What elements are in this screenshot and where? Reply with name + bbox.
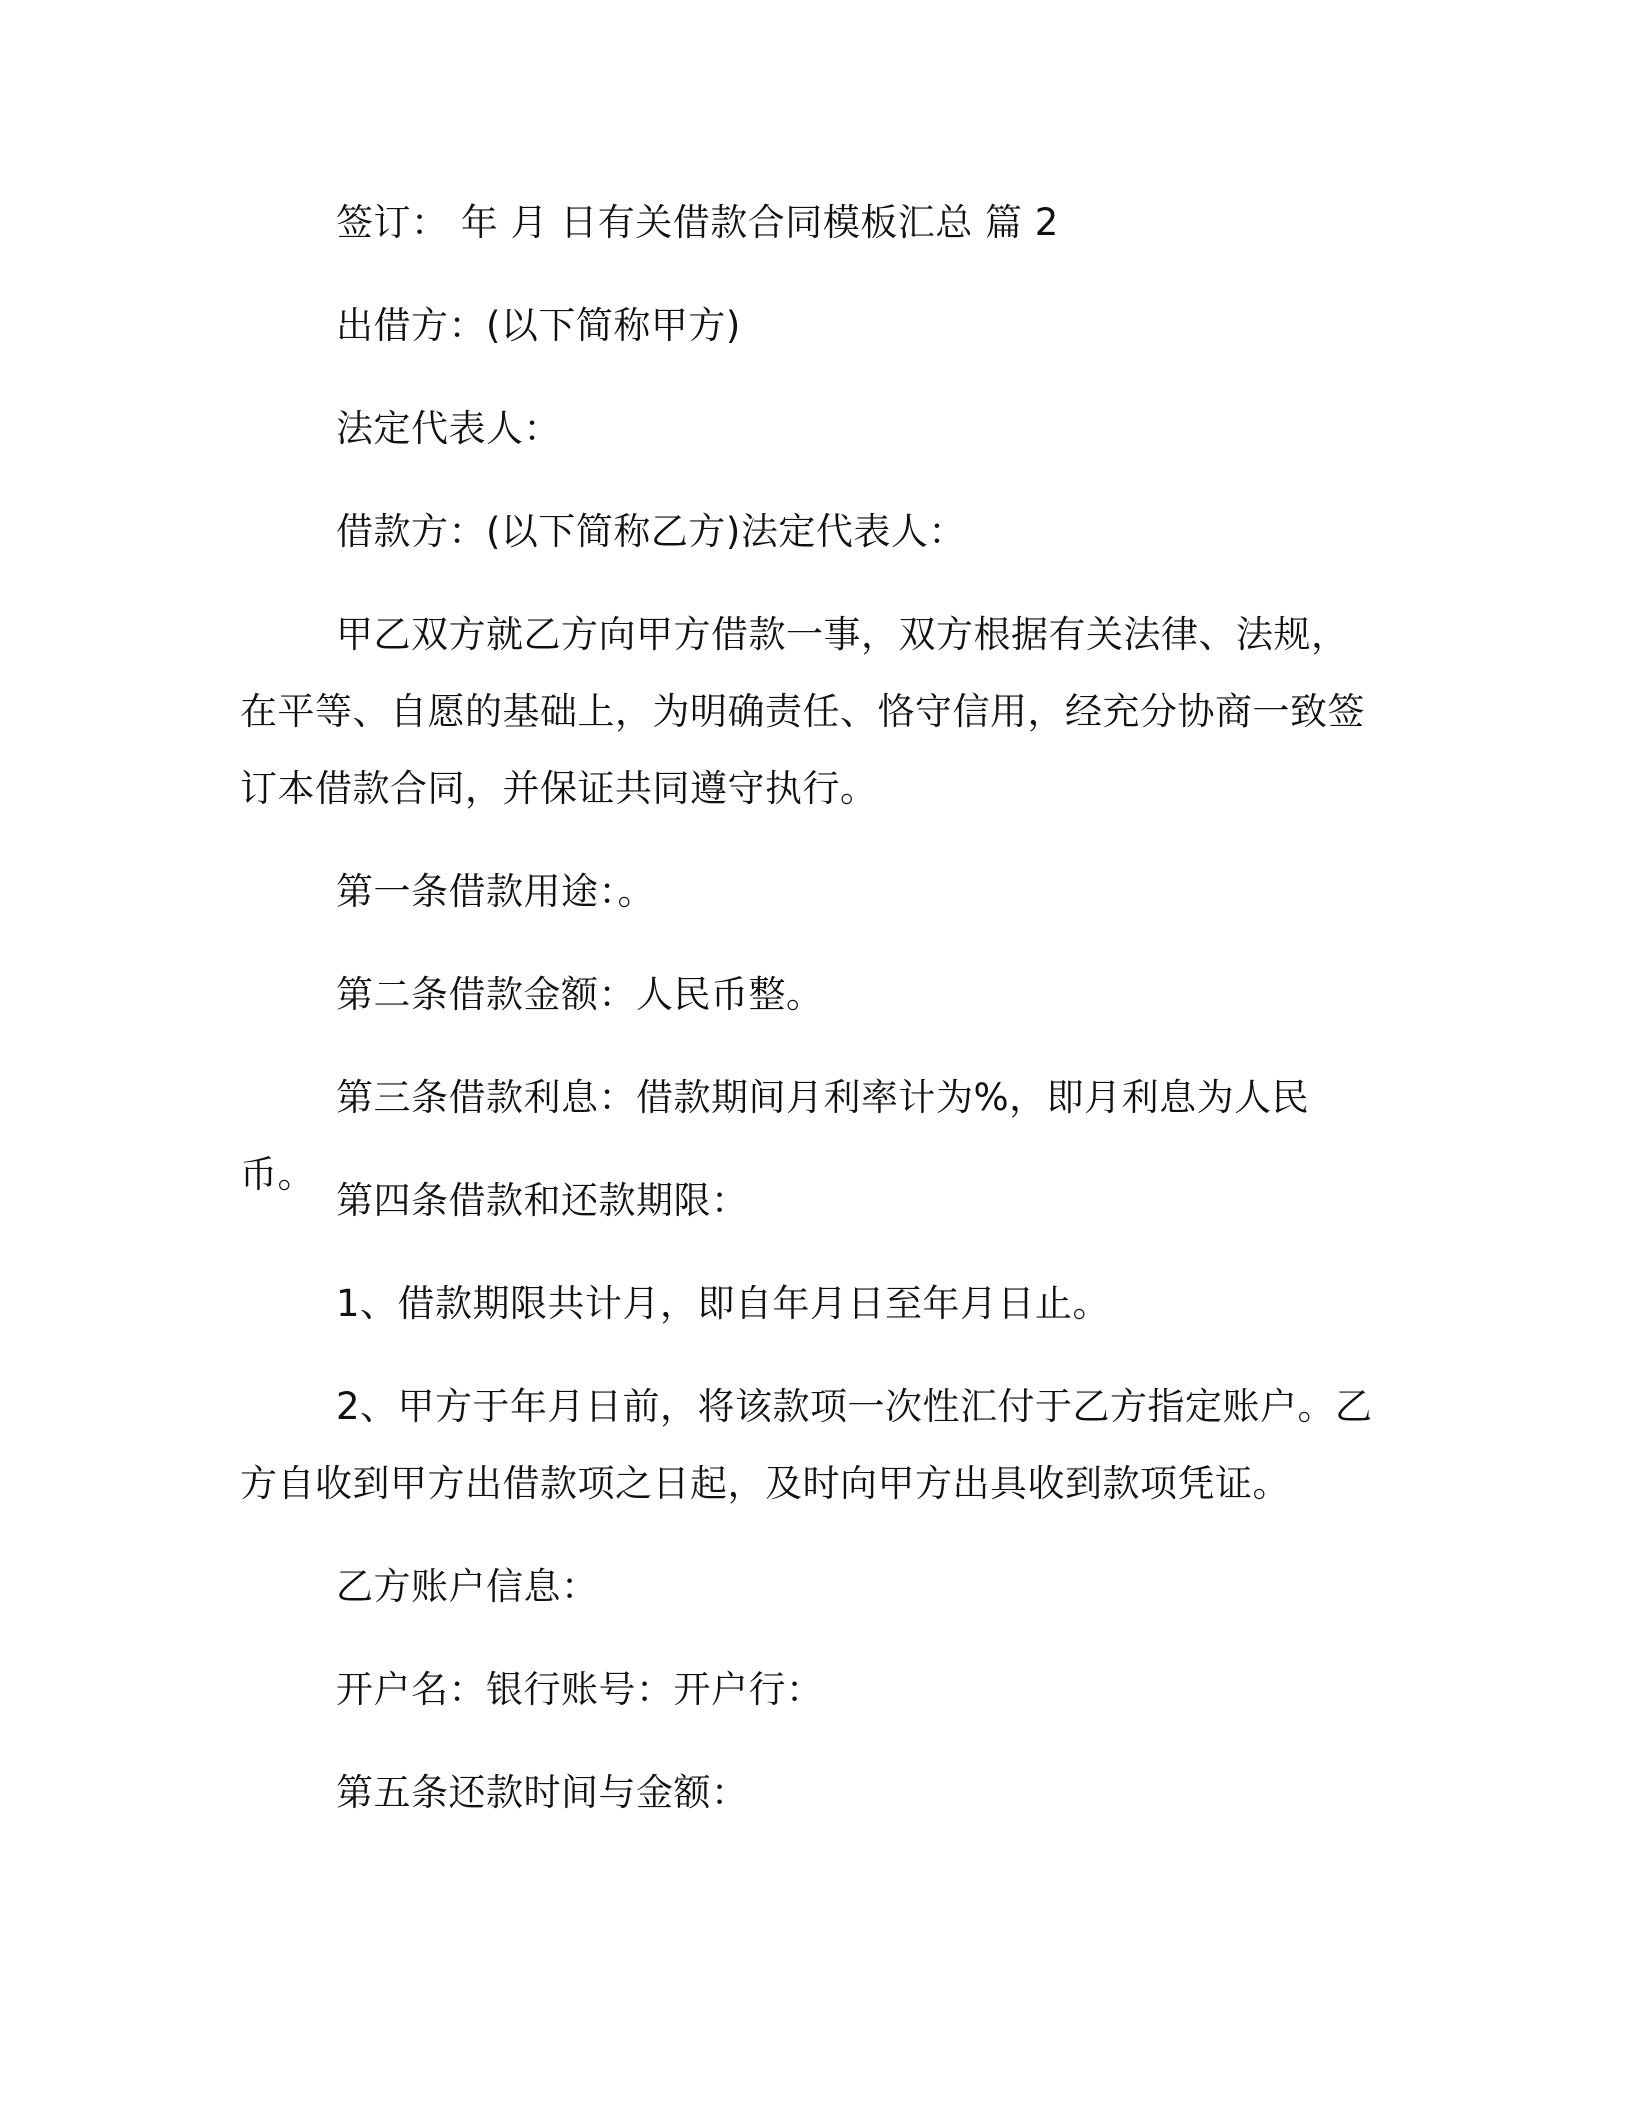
article-3: 第三条借款利息：借款期间月利率计为%，即月利息为人民币。	[240, 1076, 1310, 1196]
borrower-line: 借款方：(以下简称乙方)法定代表人：	[336, 510, 966, 553]
lender-legal-rep-line: 法定代表人：	[336, 407, 561, 450]
article-4-clause-1: 1、借款期限共计月，即自年月日至年月日止。	[336, 1282, 1111, 1325]
article-4: 第四条借款和还款期限：	[336, 1179, 749, 1222]
preamble-paragraph: 甲乙双方就乙方向甲方借款一事，双方根据有关法律、法规，在平等、自愿的基础上，为明确责任、恪守信用，经充分协商一致签订本借款合同，并保证共同遵守执行。	[240, 613, 1365, 810]
article-1: 第一条借款用途：。	[336, 870, 655, 913]
article-4-clause-2: 2、甲方于年月日前，将该款项一次性汇付于乙方指定账户。乙方自收到甲方出借款项之日起，及时向甲方出具收到款项凭证。	[240, 1385, 1373, 1505]
article-2: 第二条借款金额：人民币整。	[336, 973, 824, 1016]
article-5: 第五条还款时间与金额：	[336, 1771, 749, 1814]
account-fields-line: 开户名：银行账号：开户行：	[336, 1668, 824, 1711]
borrower-account-info-label: 乙方账户信息：	[336, 1565, 599, 1608]
document-heading: 签订： 年 月 日有关借款合同模板汇总 篇 2	[336, 201, 1059, 244]
lender-line: 出借方：(以下简称甲方)	[336, 304, 741, 347]
